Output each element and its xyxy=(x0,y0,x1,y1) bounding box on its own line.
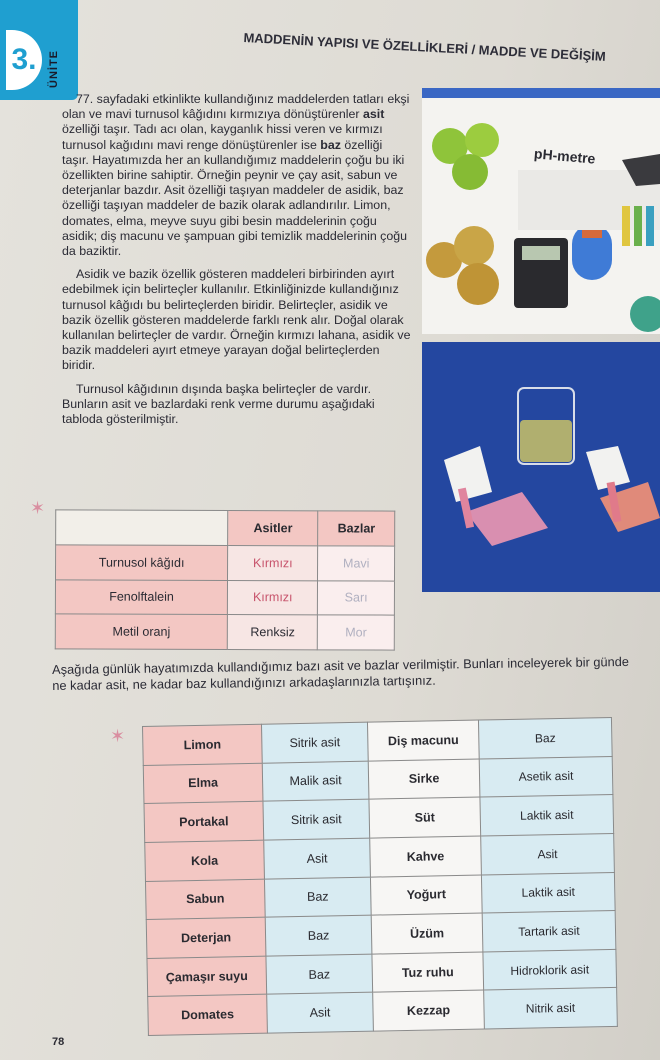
substance-name: Üzüm xyxy=(371,913,483,954)
substance-type: Malik asit xyxy=(262,761,369,802)
substance-name: Elma xyxy=(143,763,263,804)
paragraph-acids-bases: 77. sayfadaki etkinlikte kullandığınız maddelerden tatları ekşi olan ve mavi turnusol kâğıdını kırmızıya dönüştürenler asit özelliği taşır. Tadı acı olan, kayganlık hissi veren ve kırmızı turnusol kağıdını mavi renge dönüştürenler ise baz özelliği taşır. Hayatımızda her an kullandığımız maddelerin çoğu bu iki özellikten birine sahiptir. Örneğin peynir ve çay asit, sabun ve deterjanlar bazdır. Asit özelliği taşıyan maddeler de asidik, baz özelliği taşıyan maddeler de bazik olarak adlandırılır. Limon, domates, elma, meyve suyu gibi besin maddelerinin çoğu asidik; diş macunu ve şampuan gibi temizlik maddelerinin çoğu da baziktir. xyxy=(62,92,410,259)
substance-name: Domates xyxy=(148,995,268,1036)
row-header: Turnusol kâğıdı xyxy=(56,545,228,580)
substance-type: Sitrik asit xyxy=(263,799,370,840)
substance-type: Laktik asit xyxy=(481,872,615,913)
column-header-acids: Asitler xyxy=(228,511,318,546)
row-header: Metil oranj xyxy=(55,614,227,649)
table-cell: Mor xyxy=(318,615,395,650)
substance-type: Laktik asit xyxy=(480,795,614,836)
indicator-table xyxy=(55,509,395,650)
substance-name: Portakal xyxy=(144,801,264,842)
substance-name: Sabun xyxy=(145,879,265,920)
substance-name: Limon xyxy=(143,724,263,765)
substance-type: Baz xyxy=(264,877,371,918)
substance-type: Asit xyxy=(267,992,374,1033)
substance-name: Tuz ruhu xyxy=(372,952,484,993)
table-row xyxy=(55,614,394,650)
page-number: 78 xyxy=(52,1036,65,1048)
unit-tab xyxy=(0,0,78,100)
substance-type: Asit xyxy=(481,833,615,874)
table-cell: Kırmızı xyxy=(228,580,318,615)
handwritten-star-mark: ✶ xyxy=(30,498,46,518)
table-cell xyxy=(56,510,228,545)
table-cell: Renksiz xyxy=(227,615,317,650)
table-row xyxy=(56,510,395,546)
paragraph-indicators: Asidik ve bazik özellik gösteren maddeleri birbirinden ayırt edebilmek için belirteçler kullanılır. Etkinliğinizde kullandığınız turnusol kâğıdı bu belirteçlerden biridir. Belirteçler, asidik ve bazik özellik gösteren maddelerde farklı renk alır. Doğal olarak kullanılan belirteçler de vardır. Örneğin kırmızı lahana, asidik ve bazik maddeleri ayırt etmeye yarayan doğal belirteçlerden biridir. xyxy=(62,267,411,373)
page-header-title: MADDENİN YAPISI VE ÖZELLİKLERİ / MADDE VE DEĞİŞİM xyxy=(243,30,607,64)
body-text xyxy=(62,92,412,435)
handwritten-star-mark: ✶ xyxy=(110,726,126,746)
ph-meter-label: pH-metre xyxy=(533,145,597,167)
paragraph-other-indicators: Turnusol kâğıdının dışında başka belirteçler de vardır. Bunların asit ve bazlardaki renk verme durumu aşağıdaki tabloda gösterilmiştir. xyxy=(62,381,375,427)
substance-type: Asetik asit xyxy=(479,756,613,797)
substance-name: Süt xyxy=(369,797,481,838)
table-row xyxy=(56,545,395,581)
substance-type: Baz xyxy=(265,915,372,956)
substance-name: Kahve xyxy=(370,836,482,877)
substance-name: Kola xyxy=(145,840,265,881)
unit-label: ÜNİTE xyxy=(48,50,60,88)
unit-number: 3. xyxy=(6,30,42,90)
substance-type: Baz xyxy=(266,954,373,995)
activity-instructions xyxy=(52,653,660,694)
table-cell: Kırmızı xyxy=(228,545,318,580)
table-row xyxy=(148,988,618,1036)
substance-name: Kezzap xyxy=(373,990,485,1031)
substance-name: Deterjan xyxy=(146,917,266,958)
substance-name: Sirke xyxy=(368,759,480,800)
substances-table xyxy=(142,717,618,1036)
term-base: baz xyxy=(320,137,341,152)
table-row xyxy=(55,579,394,615)
substance-name: Çamaşır suyu xyxy=(147,956,267,997)
substance-type: Tartarik asit xyxy=(482,911,616,952)
row-header: Fenolftalein xyxy=(55,579,227,614)
substance-name: Diş macunu xyxy=(367,720,479,761)
photo-fruits-ph-meter xyxy=(422,88,660,334)
substance-type: Baz xyxy=(478,717,612,758)
instruction-line: Aşağıda günlük hayatımızda kullandığımız bazı asit ve bazlar verilmiştir. Bunları inceleyerek bir günde xyxy=(52,653,630,677)
substance-type: Nitrik asit xyxy=(484,988,618,1029)
table-cell: Mavi xyxy=(318,546,395,581)
instruction-line: ne kadar asit, ne kadar baz kullandığınızı arkadaşlarınızla tartışınız. xyxy=(52,672,436,693)
term-acid: asit xyxy=(362,107,385,122)
table-cell: Sarı xyxy=(318,580,395,615)
substance-type: Hidroklorik asit xyxy=(483,949,617,990)
substance-name: Yoğurt xyxy=(370,875,482,916)
photo-beaker-litmus xyxy=(422,342,660,592)
substance-type: Sitrik asit xyxy=(261,722,368,763)
substance-type: Asit xyxy=(264,838,371,879)
column-header-bases: Bazlar xyxy=(318,511,395,546)
